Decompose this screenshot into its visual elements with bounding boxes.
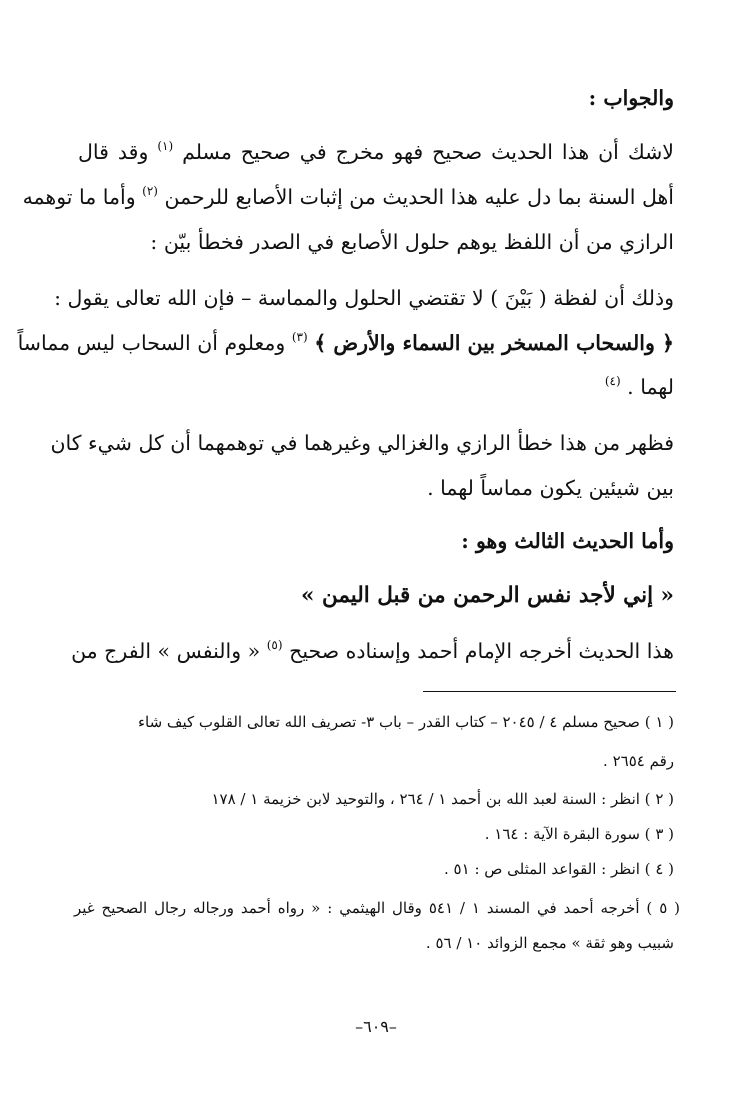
- footnote-3: ( ٣ ) سورة البقرة الآية : ١٦٤ .: [484, 825, 674, 843]
- para3-line1: فظهر من هذا خطأ الرازي والغزالي وغيرهما في توهمهما أن كل شيء كان: [50, 431, 674, 455]
- footnote-ref-5: (٥): [266, 638, 283, 652]
- para2-line1: وذلك أن لفظة ( بَيْنَ ) لا تقتضي الحلول والمماسة – فإن الله تعالى يقول :: [54, 286, 674, 310]
- footnote-5-line1: ( ٥ ) أخرجه أحمد في المسند ١ / ٥٤١ وقال الهيثمي : « رواه أحمد ورجاله رجال الصحيح غير: [74, 899, 681, 917]
- para1-line2: أهل السنة بما دل عليه هذا الحديث من إثبات الأصابع للرحمن $^{(٢)}$ وأما ما توهمه: [22, 184, 674, 209]
- footnote-1-line1: ( ١ ) صحيح مسلم ٤ / ٢٠٤٥ – كتاب القدر – باب ٣- تصريف الله تعالى القلوب كيف شاء: [137, 713, 674, 731]
- footnote-4: ( ٤ ) انظر : القواعد المثلى ص : ٥١ .: [444, 860, 674, 878]
- footnote-ref-2: (٢): [142, 184, 158, 198]
- footnote-2: ( ٢ ) انظر : السنة لعبد الله بن أحمد ١ / ٢٦٤ ، والتوحيد لابن خزيمة ١ / ١٧٨: [211, 790, 674, 808]
- footnote-ref-1: (١): [157, 139, 174, 153]
- answer-heading: والجواب :: [588, 86, 674, 110]
- para3-line2: بين شيئين يكون مماساً لهما .: [427, 476, 674, 500]
- para4-line1: هذا الحديث أخرجه الإمام أحمد وإسناده صحيح $^{(٥)}$ « والنفس » الفرج من: [71, 638, 674, 663]
- para1-line3: الرازي من أن اللفظ يوهم حلول الأصابع في الصدر فخطأ بيّن :: [150, 230, 674, 254]
- para2-line3: لهما . $^{(٤)}$: [604, 374, 674, 399]
- page-number: –٦٠٩–: [355, 1017, 397, 1036]
- footnote-1-line2: رقم ٢٦٥٤ .: [603, 752, 674, 770]
- para2-line2: ﴿ والسحاب المسخر بين السماء والأرض ﴾ $^{(٣)}$ ومعلوم أن السحاب ليس مماساً: [17, 330, 674, 355]
- third-hadith-heading: وأما الحديث الثالث وهو :: [461, 529, 674, 553]
- footnote-ref-3: (٣): [291, 330, 308, 344]
- footnote-separator: [423, 691, 676, 692]
- footnote-5-line2: شبيب وهو ثقة » مجمع الزوائد ١٠ / ٥٦ .: [425, 934, 674, 952]
- quran-quote: ﴿ والسحاب المسخر بين السماء والأرض ﴾: [314, 331, 674, 355]
- footnote-ref-4: (٤): [604, 374, 621, 388]
- para1-line1: لاشك أن هذا الحديث صحيح فهو مخرج في صحيح مسلم $^{(١)}$ وقد قال: [78, 139, 674, 164]
- hadith-text: « إني لأجد نفس الرحمن من قبل اليمن »: [301, 583, 674, 608]
